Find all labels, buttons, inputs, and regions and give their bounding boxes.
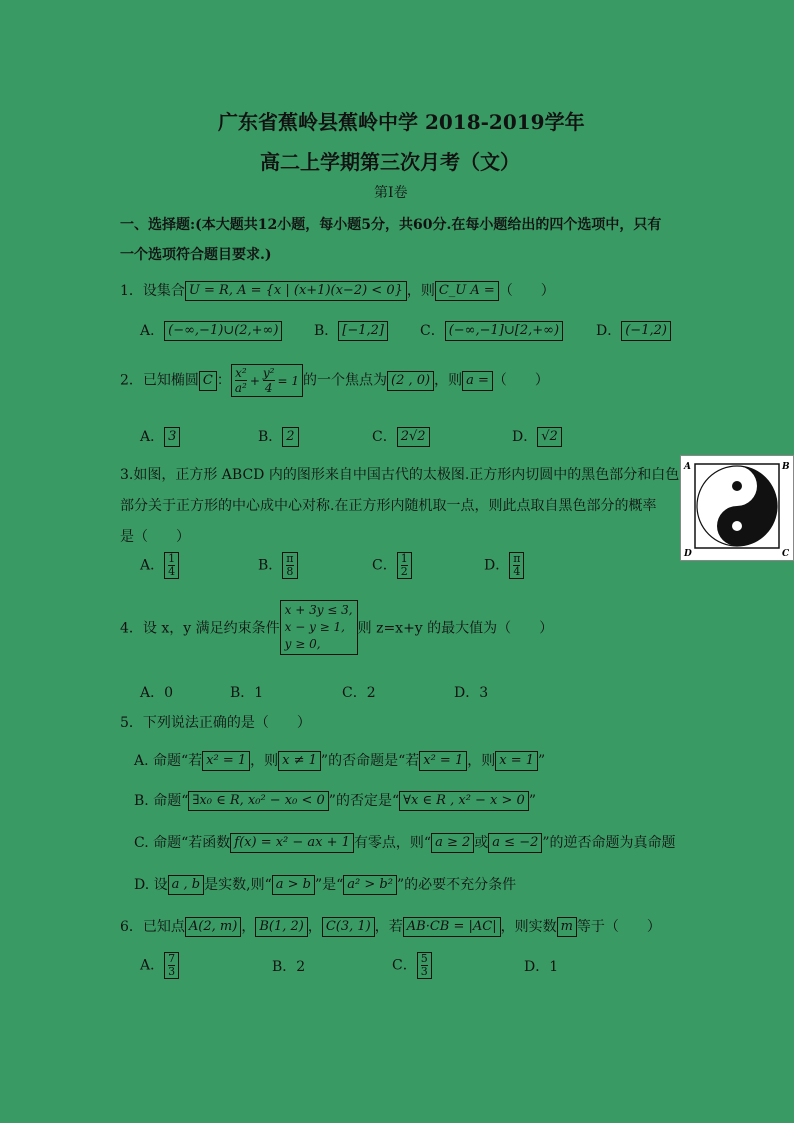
corner-b: B [782,462,790,472]
corner-a: A [684,462,691,472]
q3-line-1: 3.如图，正方形 ABCD 内的图形来自中国古代的太极图.正方形内切圆中的黑色部分和白色 [120,467,680,483]
q2-option-a: A． 3 [140,426,180,447]
q2-option-b: B． 2 [258,426,299,447]
q1-set-expression: U = R, A = {x | (x+1)(x−2) < 0} [185,281,407,301]
q6-option-c: C． $\frac{5}{3}$ [392,952,432,979]
question-2: 2．已知椭圆 C ： x² a² + y² 4 = 1 的一个焦点为 (2 , 0) ，则 a = （ ） [120,366,549,395]
q1-option-c: C． (−∞,−1]∪[2,+∞) [420,320,563,341]
q6-option-a: A． $\frac{7}{3}$ [140,952,179,979]
corner-d: D [684,549,692,559]
section-heading-line-1: 一、选择题:(本大题共12小题，每小题5分，共60分.在每小题给出的四个选项中，只有 [120,217,662,233]
volume-label: 第Ⅰ卷 [374,185,408,201]
section-heading-line-2: 一个选项符合题目要求.) [120,247,272,263]
q6-vector-condition: AB·CB = |AC| [403,917,501,937]
q2-option-d: D． √2 [512,426,562,447]
q1-option-d: D． (−1,2) [596,320,671,341]
q3-option-c: C． $\frac{1}{2}$ [372,552,412,579]
title-line-1: 广东省蕉岭县蕉岭中学 2018-2019学年 [218,110,585,134]
q1-option-a: A． (−∞,−1)∪(2,+∞) [140,320,282,341]
question-1: 1．设集合 U = R, A = {x | (x+1)(x−2) < 0} ，则 C_U A = （ ） [120,283,555,299]
q1-complement: C_U A = [435,281,499,301]
question-4: 4．设 x，y 满足约束条件x + 3y ≤ 3, x − y ≥ 1, y ≥ 0,则 z=x+y 的最大值为（ ） [120,600,553,655]
q4-constraint-system: x + 3y ≤ 3, x − y ≥ 1, y ≥ 0, [280,600,358,655]
white-dot [732,521,742,531]
q2-option-c: C． 2√2 [372,426,430,447]
q3-line-2: 部分关于正方形的中心成中心对称.在正方形内随机取一点，则此点取自黑色部分的概率 [120,498,657,514]
q2-ellipse-name: C [199,371,217,391]
title-line-2: 高二上学期第三次月考（文） [260,150,520,174]
q4-option-b: B．1 [230,685,264,701]
q4-option-a: A．0 [140,685,174,701]
q6-option-d: D．1 [524,959,559,975]
corner-c: C [782,549,790,559]
q3-option-d: D． $\frac{\pi}{4}$ [484,552,524,579]
q5-option-c: C. 命题“若函数 f(x) = x² − ax + 1 有零点，则“ a ≥ 2 或 a ≤ −2 ”的逆否命题为真命题 [134,835,676,851]
q3-line-3: 是（ ） [120,529,190,545]
q4-option-c: C．2 [342,685,376,701]
q2-focus: (2 , 0) [387,371,434,391]
black-dot [732,481,742,491]
q5-stem: 5．下列说法正确的是（ ） [120,715,311,731]
q3-option-a: A． $\frac{1}{4}$ [140,552,179,579]
q2-ask: a = [462,371,493,391]
q5-option-a: A. 命题“若 x² = 1 ，则 x ≠ 1 ”的否命题是“若 x² = 1 ，则 x = 1 ” [134,753,546,769]
taiji-figure [680,455,794,561]
q3-option-b: B． $\frac{\pi}{8}$ [258,552,298,579]
q6-option-b: B．2 [272,959,306,975]
taiji-svg [681,456,793,560]
q2-ellipse-equation: x² a² + y² 4 = 1 [231,364,303,397]
q1-option-b: B． [−1,2] [314,320,388,341]
q5-option-b: B. 命题“ ∃x₀ ∈ R, x₀² − x₀ < 0 ”的否定是“ ∀x ∈ R , x² − x > 0 ” [134,793,536,809]
question-6: 6．已知点 A(2, m) ， B(1, 2) ， C(3, 1) ，若 AB·CB = |AC| ，则实数 m 等于（ ） [120,919,661,935]
q4-option-d: D．3 [454,685,489,701]
q5-option-d: D. 设 a , b 是实数,则“ a > b ”是“ a² > b² ”的必要不充分条件 [134,877,517,893]
